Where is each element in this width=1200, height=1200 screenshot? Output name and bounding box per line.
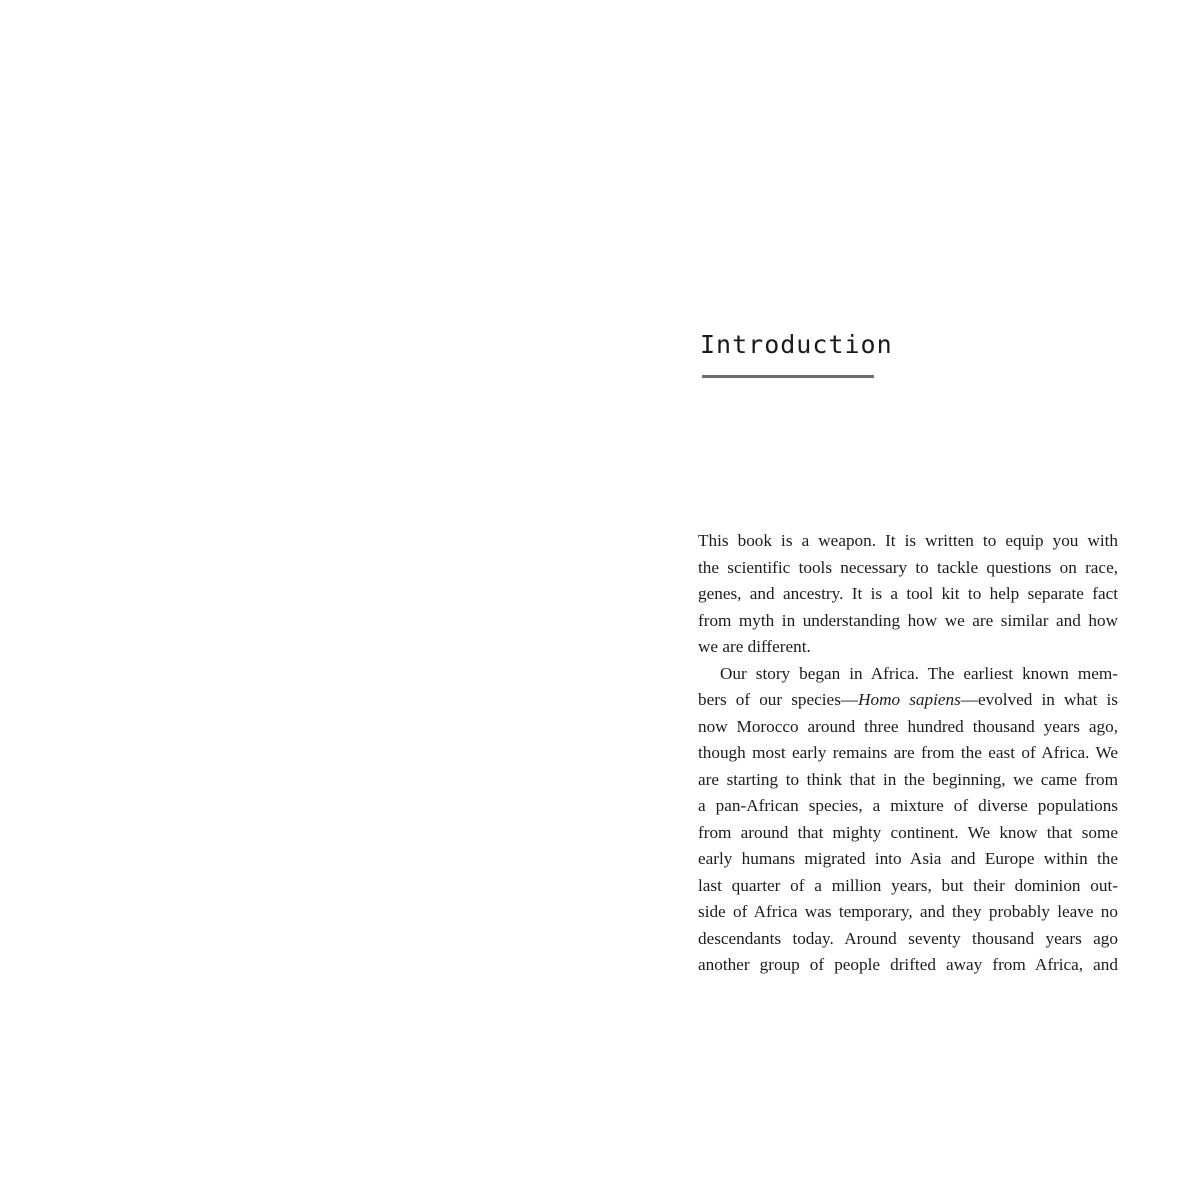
paragraph-1-line-1: This book is a weapon. It is written to equip you with	[698, 531, 1118, 550]
paragraph-2-line-10: side of Africa was temporary, and they probably leave no	[698, 902, 1118, 921]
paragraph-2-line-11: descendants today. Around seventy thousand years ago	[698, 928, 1118, 948]
paragraph-1-line-3: genes, and ancestry. It is a tool kit to help separate fact	[698, 584, 1118, 603]
species-name: Homo sapiens	[858, 690, 961, 709]
paragraph-2-line-6: a pan-African species, a mixture of diverse populations	[698, 796, 1118, 815]
paragraph-2-line-2	[698, 687, 1118, 714]
paragraph-2-line-9: last quarter of a million years, but their dominion out-	[698, 875, 1118, 895]
paragraph-2-line-5: are starting to think that in the beginning, we came from	[698, 769, 1118, 789]
paragraph-1-line-2: the scientific tools necessary to tackle questions on race,	[698, 557, 1118, 577]
paragraph-2-line-1: Our story began in Africa. The earliest known mem-	[720, 663, 1118, 683]
paragraph-2-line-4: though most early remains are from the east of Africa. We	[698, 743, 1118, 762]
line-2-pre: bers of our species—	[698, 690, 859, 709]
paragraph-2-line-12: another group of people drifted away from Africa, and	[698, 955, 1118, 974]
paragraph-2-line-3: now Morocco around three hundred thousand years ago,	[698, 716, 1118, 736]
paragraph-2-line-7: from around that mighty continent. We know that some	[698, 822, 1118, 842]
paragraph-1-line-5: we are different.	[698, 637, 811, 656]
paragraph-1-line-4: from myth in understanding how we are similar and how	[698, 610, 1118, 630]
title-rule	[702, 375, 874, 378]
line-2-post: —evolved in what is	[960, 690, 1119, 709]
chapter-title: Introduction	[700, 330, 893, 359]
paragraph-2-line-8: early humans migrated into Asia and Europe within the	[698, 849, 1118, 868]
body-text	[698, 528, 1118, 979]
